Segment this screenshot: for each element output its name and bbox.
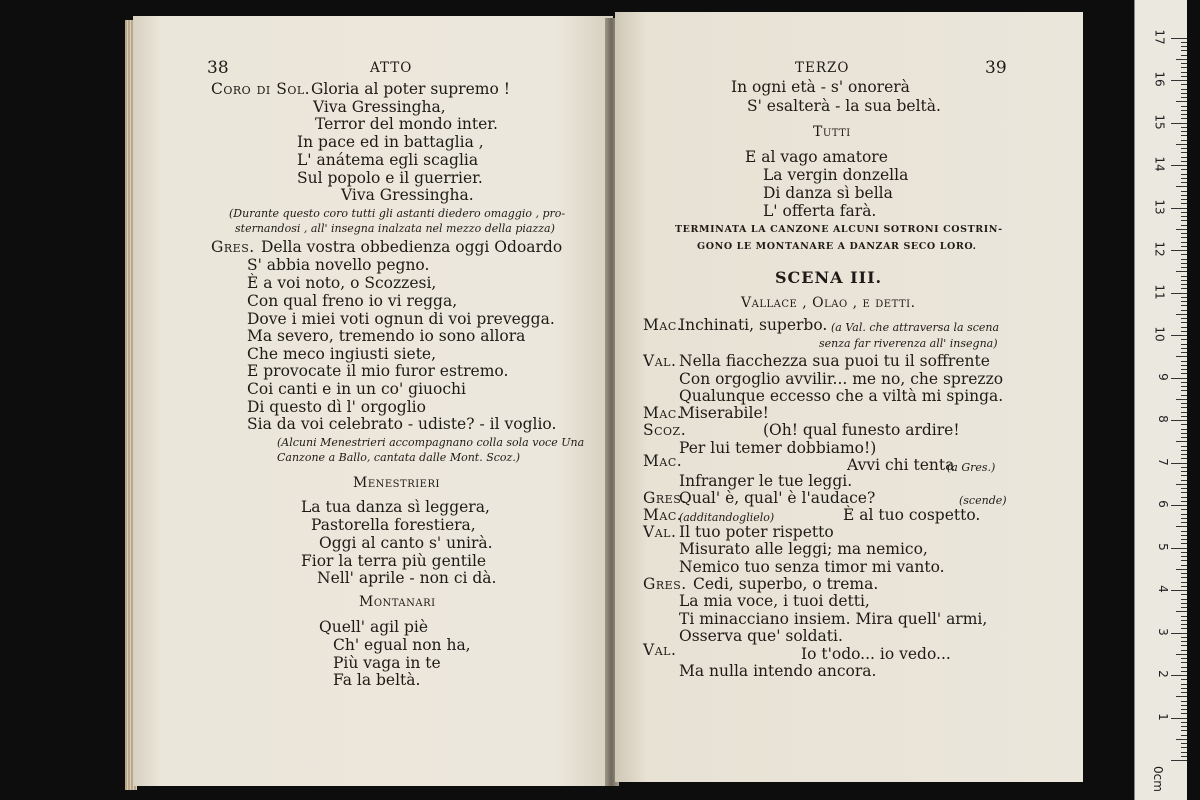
section-heading: Tutti bbox=[813, 124, 851, 140]
stage-direction: (Alcuni Menestrieri accompagnano colla sola voce Una bbox=[277, 436, 585, 449]
ruler-tick bbox=[1176, 59, 1187, 60]
ruler-tick bbox=[1181, 259, 1187, 260]
ruler-tick bbox=[1181, 722, 1187, 723]
ruler-tick bbox=[1181, 488, 1187, 489]
ruler-number: 13 bbox=[1152, 198, 1167, 215]
ruler-tick bbox=[1171, 165, 1187, 166]
verse-line: Il tuo poter rispetto bbox=[679, 523, 834, 541]
ruler-tick bbox=[1181, 237, 1187, 238]
ruler-tick bbox=[1181, 454, 1187, 455]
ruler-tick bbox=[1176, 101, 1187, 102]
section-heading: Menestrieri bbox=[353, 475, 440, 491]
speaker-label: Val. bbox=[643, 641, 677, 659]
ruler-tick bbox=[1181, 297, 1187, 298]
ruler-tick bbox=[1181, 616, 1187, 617]
ruler-tick bbox=[1181, 135, 1187, 136]
verse-line: Sul popolo e il guerrier. bbox=[297, 169, 483, 187]
ruler-tick bbox=[1171, 293, 1187, 294]
ruler-tick bbox=[1181, 603, 1187, 604]
ruler-tick bbox=[1181, 318, 1187, 319]
ruler-tick bbox=[1181, 433, 1187, 434]
ruler-tick bbox=[1181, 254, 1187, 255]
ruler-tick bbox=[1181, 246, 1187, 247]
ruler-tick bbox=[1176, 484, 1187, 485]
ruler-tick bbox=[1181, 458, 1187, 459]
ruler-tick bbox=[1181, 531, 1187, 532]
stage-direction: TERMINATA LA CANZONE ALCUNI SOTRONI COSTRIN- bbox=[675, 224, 1003, 235]
ruler-unit-label: 0cm bbox=[1151, 766, 1166, 792]
ruler-tick bbox=[1181, 730, 1187, 731]
ruler-tick bbox=[1181, 288, 1187, 289]
ruler-tick bbox=[1181, 407, 1187, 408]
verse-line: Infranger le tue leggi. bbox=[679, 472, 853, 490]
ruler-tick bbox=[1181, 182, 1187, 183]
verse-line: E provocate il mio furor estremo. bbox=[247, 362, 509, 380]
verse-line: S' abbia novello pegno. bbox=[247, 256, 430, 274]
verse-line: Di danza sì bella bbox=[763, 184, 893, 202]
ruler-tick bbox=[1181, 667, 1187, 668]
ruler-tick bbox=[1181, 709, 1187, 710]
ruler-tick bbox=[1171, 250, 1187, 251]
ruler-tick bbox=[1181, 365, 1187, 366]
stage-direction: (a Val. che attraversa la scena bbox=[831, 321, 1000, 334]
ruler-tick bbox=[1181, 501, 1187, 502]
stage-direction: senza far riverenza all' insegna) bbox=[819, 337, 998, 350]
open-book bbox=[125, 8, 1085, 786]
ruler-tick bbox=[1181, 565, 1187, 566]
verse-line: S' esalterà - la sua beltà. bbox=[747, 97, 941, 115]
verse-line: E al vago amatore bbox=[745, 148, 888, 166]
ruler-number: 10 bbox=[1152, 326, 1167, 342]
ruler-number: 11 bbox=[1152, 283, 1167, 300]
ruler-tick bbox=[1181, 301, 1187, 302]
verse-line: Qual' è, qual' è l'audace? bbox=[679, 489, 876, 507]
ruler-tick bbox=[1181, 607, 1187, 608]
ruler-tick bbox=[1171, 760, 1187, 761]
ruler-tick bbox=[1181, 522, 1187, 523]
ruler-tick bbox=[1181, 594, 1187, 595]
ruler-tick bbox=[1171, 675, 1187, 676]
ruler-tick bbox=[1181, 684, 1187, 685]
ruler-tick bbox=[1171, 38, 1187, 39]
ruler-tick bbox=[1181, 216, 1187, 217]
ruler-tick bbox=[1171, 335, 1187, 336]
verse-line: (Oh! qual funesto ardire! bbox=[763, 421, 960, 439]
ruler-tick bbox=[1181, 344, 1187, 345]
ruler-tick bbox=[1181, 42, 1187, 43]
verse-line: Nella fiacchezza sua puoi tu il soffrente bbox=[679, 352, 990, 370]
ruler-tick bbox=[1181, 471, 1187, 472]
ruler-number: 3 bbox=[1156, 627, 1171, 636]
ruler-tick bbox=[1181, 620, 1187, 621]
ruler-tick bbox=[1181, 361, 1187, 362]
speaker-label: Val. bbox=[643, 352, 677, 370]
ruler-tick bbox=[1176, 314, 1187, 315]
ruler-tick bbox=[1181, 412, 1187, 413]
ruler-tick bbox=[1181, 671, 1187, 672]
ruler-number: 8 bbox=[1156, 415, 1171, 423]
ruler-tick bbox=[1171, 633, 1187, 634]
right-page bbox=[615, 12, 1083, 782]
ruler-tick bbox=[1181, 509, 1187, 510]
speaker-label: Gres. bbox=[643, 489, 687, 507]
ruler-tick bbox=[1181, 67, 1187, 68]
ruler-tick bbox=[1181, 212, 1187, 213]
ruler-tick bbox=[1181, 543, 1187, 544]
ruler-number: 14 bbox=[1152, 156, 1167, 172]
verse-line: Dove i miei voti ognun di voi prevegga. bbox=[247, 310, 555, 328]
verse-line: Nemico tuo senza timor mi vanto. bbox=[679, 558, 945, 576]
ruler-tick bbox=[1181, 203, 1187, 204]
ruler-tick bbox=[1181, 518, 1187, 519]
ruler-tick bbox=[1176, 739, 1187, 740]
ruler-tick bbox=[1181, 352, 1187, 353]
ruler-tick bbox=[1181, 679, 1187, 680]
verse-line: È al tuo cospetto. bbox=[843, 506, 981, 524]
ruler-tick bbox=[1181, 114, 1187, 115]
ruler-tick bbox=[1181, 645, 1187, 646]
verse-line: È a voi noto, o Scozzesi, bbox=[247, 274, 437, 292]
ruler-tick bbox=[1181, 267, 1187, 268]
verse-line: Ma nulla intendo ancora. bbox=[679, 662, 877, 680]
ruler-number: 7 bbox=[1156, 457, 1171, 466]
speaker-label: Mac. bbox=[643, 404, 683, 422]
ruler-tick bbox=[1181, 429, 1187, 430]
ruler-tick bbox=[1181, 348, 1187, 349]
ruler-tick bbox=[1171, 80, 1187, 81]
verse-line: Con orgoglio avvilir... me no, che sprezzo bbox=[679, 370, 1004, 388]
ruler-tick bbox=[1181, 161, 1187, 162]
ruler-tick bbox=[1181, 713, 1187, 714]
ruler-tick bbox=[1176, 399, 1187, 400]
ruler-tick bbox=[1181, 492, 1187, 493]
ruler-tick bbox=[1181, 263, 1187, 264]
ruler-tick bbox=[1181, 386, 1187, 387]
ruler-tick bbox=[1176, 271, 1187, 272]
verse-line: Che meco ingiusti siete, bbox=[247, 345, 437, 363]
ruler-tick bbox=[1181, 127, 1187, 128]
ruler-tick bbox=[1181, 475, 1187, 476]
stage-direction: (scende) bbox=[959, 494, 1007, 507]
verse-line: L' offerta farà. bbox=[763, 202, 877, 220]
ruler-tick bbox=[1181, 178, 1187, 179]
ruler-tick bbox=[1181, 701, 1187, 702]
verse-line: Gloria al poter supremo ! bbox=[311, 80, 510, 98]
ruler-tick bbox=[1181, 556, 1187, 557]
ruler-tick bbox=[1181, 662, 1187, 663]
ruler-tick bbox=[1176, 611, 1187, 612]
ruler-tick bbox=[1181, 84, 1187, 85]
speaker-label: Coro di Sol. bbox=[211, 80, 311, 98]
ruler-tick bbox=[1181, 480, 1187, 481]
ruler-tick bbox=[1181, 225, 1187, 226]
ruler-tick bbox=[1176, 229, 1187, 230]
ruler-tick bbox=[1181, 106, 1187, 107]
running-head: ATTO bbox=[370, 60, 413, 76]
speaker-label: Val. bbox=[643, 523, 677, 541]
stage-direction: (Durante questo coro tutti gli astanti diedero omaggio , pro- bbox=[229, 207, 566, 220]
ruler-tick bbox=[1181, 191, 1187, 192]
ruler-tick bbox=[1176, 696, 1187, 697]
verse-line: Quell' agil piè bbox=[319, 618, 429, 636]
verse-line: Oggi al canto s' unirà. bbox=[319, 534, 493, 552]
ruler-tick bbox=[1181, 650, 1187, 651]
ruler-tick bbox=[1171, 378, 1187, 379]
verse-line: Coi canti e in un co' giuochi bbox=[247, 380, 466, 398]
verse-line: Fior la terra più gentile bbox=[301, 552, 487, 570]
verse-line: La mia voce, i tuoi detti, bbox=[679, 592, 870, 610]
ruler-tick bbox=[1181, 658, 1187, 659]
verse-line: Nell' aprile - non ci dà. bbox=[317, 569, 497, 587]
ruler-tick bbox=[1171, 548, 1187, 549]
ruler-tick bbox=[1181, 395, 1187, 396]
page-number: 38 bbox=[207, 58, 229, 78]
verse-line: Cedi, superbo, o trema. bbox=[693, 575, 879, 593]
ruler-tick bbox=[1181, 382, 1187, 383]
ruler-tick bbox=[1181, 110, 1187, 111]
ruler-tick bbox=[1181, 305, 1187, 306]
ruler-tick bbox=[1171, 505, 1187, 506]
ruler-tick bbox=[1181, 735, 1187, 736]
scene-heading: SCENA III. bbox=[775, 268, 883, 287]
page-number: 39 bbox=[985, 58, 1007, 78]
ruler-tick bbox=[1181, 637, 1187, 638]
ruler-tick bbox=[1181, 424, 1187, 425]
verse-line: Io t'odo... io vedo... bbox=[801, 645, 951, 663]
ruler-tick bbox=[1181, 535, 1187, 536]
ruler-tick bbox=[1181, 280, 1187, 281]
stage-direction: sternandosi , all' insegna inalzata nel mezzo della piazza) bbox=[235, 222, 555, 235]
speaker-label: Mac. bbox=[643, 506, 683, 524]
ruler-tick bbox=[1176, 569, 1187, 570]
stage-direction: (additandoglielo) bbox=[679, 511, 775, 524]
ruler-tick bbox=[1181, 152, 1187, 153]
ruler-tick bbox=[1176, 654, 1187, 655]
ruler-number: 16 bbox=[1152, 71, 1167, 87]
ruler-tick bbox=[1181, 310, 1187, 311]
ruler-tick bbox=[1176, 356, 1187, 357]
ruler-tick bbox=[1181, 97, 1187, 98]
ruler-tick bbox=[1181, 726, 1187, 727]
ruler-tick bbox=[1181, 63, 1187, 64]
ruler-tick bbox=[1181, 756, 1187, 757]
ruler-tick bbox=[1181, 599, 1187, 600]
ruler-tick bbox=[1181, 573, 1187, 574]
ruler-tick bbox=[1181, 373, 1187, 374]
ruler-tick bbox=[1181, 514, 1187, 515]
ruler-tick bbox=[1181, 339, 1187, 340]
ruler-tick bbox=[1181, 148, 1187, 149]
left-page bbox=[133, 16, 613, 786]
verse-line: Con qual freno io vi regga, bbox=[247, 292, 458, 310]
running-head: TERZO bbox=[795, 60, 850, 76]
ruler-number: 4 bbox=[1156, 585, 1171, 593]
ruler-tick bbox=[1181, 118, 1187, 119]
ruler-tick bbox=[1181, 450, 1187, 451]
verse-line: Viva Gressingha, bbox=[313, 98, 446, 116]
section-heading: Montanari bbox=[359, 594, 436, 610]
ruler-tick bbox=[1181, 369, 1187, 370]
ruler-tick bbox=[1181, 93, 1187, 94]
ruler-tick bbox=[1181, 692, 1187, 693]
ruler-tick bbox=[1181, 220, 1187, 221]
verse-line: Misurato alle leggi; ma nemico, bbox=[679, 540, 928, 558]
verse-line: Pastorella forestiera, bbox=[311, 516, 476, 534]
ruler-tick bbox=[1181, 169, 1187, 170]
ruler-tick bbox=[1181, 747, 1187, 748]
verse-line: Inchinati, superbo. bbox=[679, 316, 828, 334]
verse-line: Sia da voi celebrato - udiste? - il voglio. bbox=[247, 415, 557, 433]
verse-line: Ma severo, tremendo io sono allora bbox=[247, 327, 526, 345]
ruler-tick bbox=[1176, 186, 1187, 187]
stage-direction: (a Gres.) bbox=[947, 461, 996, 474]
ruler-tick bbox=[1181, 437, 1187, 438]
verse-line: Ti minacciano insiem. Mira quell' armi, bbox=[679, 610, 988, 628]
ruler-number: 6 bbox=[1156, 500, 1171, 508]
ruler-tick bbox=[1171, 123, 1187, 124]
verse-line: Miserabile! bbox=[679, 404, 769, 422]
ruler-tick bbox=[1181, 233, 1187, 234]
ruler-tick bbox=[1171, 208, 1187, 209]
verse-line: Osserva que' soldati. bbox=[679, 627, 843, 645]
ruler-tick bbox=[1181, 242, 1187, 243]
character-list: Vallace , Olao , e detti. bbox=[741, 295, 916, 311]
verse-line: Ch' egual non ha, bbox=[333, 636, 471, 654]
ruler-tick bbox=[1181, 140, 1187, 141]
ruler-tick bbox=[1181, 89, 1187, 90]
ruler-tick bbox=[1181, 641, 1187, 642]
ruler-tick bbox=[1181, 327, 1187, 328]
ruler-tick bbox=[1181, 195, 1187, 196]
ruler-tick bbox=[1181, 390, 1187, 391]
ruler-tick bbox=[1171, 420, 1187, 421]
speaker-label: Gres. bbox=[211, 238, 255, 256]
speaker-label: Mac. bbox=[643, 316, 683, 334]
ruler-tick bbox=[1171, 718, 1187, 719]
measurement-ruler bbox=[1134, 0, 1187, 800]
ruler-tick bbox=[1176, 526, 1187, 527]
ruler-tick bbox=[1181, 199, 1187, 200]
ruler-tick bbox=[1171, 463, 1187, 464]
stage-direction: GONO LE MONTANARE A DANZAR SECO LORO. bbox=[697, 241, 977, 252]
ruler-tick bbox=[1181, 628, 1187, 629]
ruler-tick bbox=[1181, 586, 1187, 587]
verse-line: L' anátema egli scaglia bbox=[297, 151, 479, 169]
ruler-tick bbox=[1181, 577, 1187, 578]
ruler-tick bbox=[1181, 131, 1187, 132]
stage-direction: Canzone a Ballo, cantata dalle Mont. Scoz.) bbox=[277, 451, 521, 464]
verse-line: Fa la beltà. bbox=[333, 671, 421, 689]
ruler-number: 17 bbox=[1152, 28, 1167, 45]
ruler-tick bbox=[1181, 539, 1187, 540]
ruler-tick bbox=[1181, 467, 1187, 468]
ruler-tick bbox=[1181, 276, 1187, 277]
speaker-label: Mac. bbox=[643, 452, 683, 470]
ruler-tick bbox=[1181, 284, 1187, 285]
ruler-tick bbox=[1181, 416, 1187, 417]
verse-line: Di questo dì l' orgoglio bbox=[247, 398, 426, 416]
ruler-tick bbox=[1181, 157, 1187, 158]
ruler-tick bbox=[1181, 322, 1187, 323]
ruler-tick bbox=[1181, 752, 1187, 753]
ruler-tick bbox=[1181, 55, 1187, 56]
verse-line: Avvi chi tenta bbox=[847, 456, 955, 474]
verse-line: Più vaga in te bbox=[333, 654, 441, 672]
ruler-number: 1 bbox=[1156, 712, 1171, 721]
ruler-tick bbox=[1181, 446, 1187, 447]
verse-line: Della vostra obbedienza oggi Odoardo bbox=[261, 238, 563, 256]
ruler-tick bbox=[1181, 174, 1187, 175]
verse-line: In ogni età - s' onorerà bbox=[731, 78, 910, 96]
verse-line: Per lui temer dobbiamo!) bbox=[679, 439, 877, 457]
verse-line: La tua danza sì leggera, bbox=[301, 498, 490, 516]
ruler-tick bbox=[1181, 497, 1187, 498]
ruler-tick bbox=[1181, 688, 1187, 689]
verse-line: Terror del mondo inter. bbox=[315, 115, 498, 133]
ruler-tick bbox=[1181, 560, 1187, 561]
ruler-tick bbox=[1181, 72, 1187, 73]
ruler-tick bbox=[1181, 403, 1187, 404]
ruler-tick bbox=[1181, 76, 1187, 77]
ruler-number: 12 bbox=[1152, 241, 1167, 257]
ruler-tick bbox=[1171, 590, 1187, 591]
ruler-number: 9 bbox=[1156, 372, 1171, 381]
verse-line: Qualunque eccesso che a viltà mi spinga. bbox=[679, 387, 1004, 405]
ruler-tick bbox=[1181, 331, 1187, 332]
ruler-number: 5 bbox=[1156, 542, 1171, 551]
ruler-tick bbox=[1181, 50, 1187, 51]
ruler-tick bbox=[1181, 582, 1187, 583]
speaker-label: Gres. bbox=[643, 575, 687, 593]
ruler-tick bbox=[1181, 705, 1187, 706]
verse-line: La vergin donzella bbox=[763, 166, 909, 184]
ruler-tick bbox=[1181, 552, 1187, 553]
verse-line: In pace ed in battaglia , bbox=[297, 133, 484, 151]
ruler-number: 15 bbox=[1152, 113, 1167, 130]
ruler-tick bbox=[1176, 441, 1187, 442]
ruler-tick bbox=[1181, 743, 1187, 744]
ruler-tick bbox=[1181, 624, 1187, 625]
verse-line: Viva Gressingha. bbox=[341, 186, 474, 204]
ruler-tick bbox=[1181, 46, 1187, 47]
ruler-tick bbox=[1176, 144, 1187, 145]
ruler-number: 2 bbox=[1156, 670, 1171, 678]
speaker-label: Scoz. bbox=[643, 421, 687, 439]
